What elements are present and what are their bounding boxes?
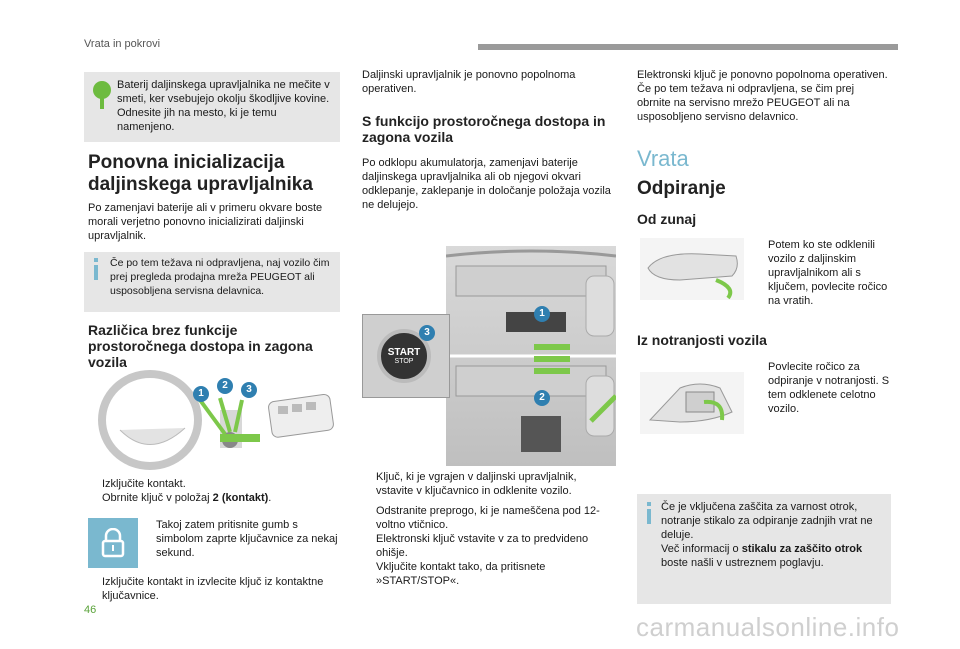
last-step	[88, 575, 338, 603]
watermark: carmanualsonline.info	[636, 612, 900, 642]
inside-title: Iz notranjosti vozila	[637, 332, 767, 348]
list-item: Obrnite ključ v položaj 2 (kontakt).	[102, 492, 272, 504]
list-item: Izključite kontakt in izvlecite ključ iz kontaktne ključavnice.	[102, 576, 324, 602]
remote-operational: Daljinski upravljalnik je ponovno popolnoma operativen.	[362, 69, 576, 95]
handsfree-text: Po odklopu akumulatorja, zamenjavi baterije daljinskega upravljalnika ali ob njegovi okvari odklepanje, zaklepanje in določanje položaja vozila ne delujejo.	[362, 157, 611, 211]
list-item: Ključ, ki je vgrajen v daljinski upravljalnik, vstavite v ključavnico in odklenite vozilo.	[376, 471, 577, 497]
list-item: Izključite kontakt.	[102, 478, 186, 490]
opening-title: Odpiranje	[637, 178, 726, 199]
outside-step	[754, 238, 890, 308]
inside-step	[754, 360, 890, 416]
info-icon	[644, 502, 654, 524]
list-item: Elektronski ključ vstavite v za to predvideno ohišje.	[376, 533, 589, 559]
outside-title: Od zunaj	[637, 211, 697, 227]
list-item: Vključite kontakt tako, da pritisnete »START/STOP«.	[376, 561, 546, 587]
callout-1: 1	[193, 386, 209, 402]
lock-step	[142, 518, 338, 560]
header-bar	[478, 44, 898, 50]
info-note-text: Če po tem težava ni odpravljena, naj vozilo čim prej pregleda prodajna mreža PEUGEOT ali usposobljena servisna delavnica.	[110, 257, 330, 297]
reinit-title: Ponovna inicializacija daljinskega upravljalnika	[88, 152, 313, 195]
info-icon	[91, 258, 101, 280]
variant-title: Različica brez funkcije prostoročnega dostopa in zagona vozila	[88, 322, 313, 370]
child-safety-text: Če je vključena zaščita za varnost otrok, notranje stikalo za odpiranje zadnjih vrat ne deluje. Več informacij o stikalu za zaščito otrok boste našli v ustreznem poglavju.	[661, 501, 873, 569]
start-label: START	[387, 347, 421, 358]
ekey-operational: Elektronski ključ je ponovno popolnoma operativen. Če po tem težava ni odpravljena, se čim prej obrnite na servisno mrežo PEUGEOT ali na usposobljeno servisno delavnico.	[637, 69, 888, 123]
section-title-vrata: Vrata	[637, 146, 689, 171]
callout-2: 2	[217, 378, 233, 394]
reinit-intro: Po zamenjavi baterije ali v primeru okvare boste morali verjetno ponovno inicializirati daljinski upravljalnik.	[88, 202, 323, 242]
padlock-icon	[101, 528, 125, 558]
outside-handle-illustration	[640, 238, 744, 300]
console-illustration	[362, 246, 616, 466]
page-number: 46	[84, 604, 97, 616]
stop-label: STOP	[394, 358, 414, 365]
col2-steps	[362, 470, 616, 588]
list-item: Potem ko ste odklenili vozilo z daljinskim upravljalnikom ali s ključem, povlecite ročico na vratih.	[768, 239, 888, 307]
tree-icon	[90, 80, 114, 110]
callout-3: 3	[419, 325, 435, 341]
section-header: Vrata in pokrovi	[84, 38, 161, 50]
padlock-icon-box	[88, 518, 138, 568]
eco-note-text: Baterij daljinskega upravljalnika ne mečite v smeti, ker vsebujejo okolju škodljive kovine. Odnesite jih na mesto, ki je temu namenjeno.	[117, 79, 330, 133]
list-item: Odstranite preprogo, ki je nameščena pod 12-voltno vtičnico.	[376, 505, 600, 531]
start-button-inset	[362, 314, 450, 398]
info-note-box	[84, 252, 340, 312]
callout-2: 2	[534, 390, 550, 406]
inside-handle-illustration	[640, 372, 744, 434]
callout-1: 1	[534, 306, 550, 322]
eco-note-box	[84, 72, 340, 142]
handsfree-title: S funkcijo prostoročnega dostopa in zagona vozila	[362, 113, 606, 145]
ignition-illustration	[90, 370, 340, 470]
col1-steps	[88, 477, 338, 505]
console-photo	[446, 246, 616, 466]
callout-3: 3	[241, 382, 257, 398]
child-safety-note	[637, 494, 891, 604]
list-item: Povlecite ročico za odpiranje v notranjosti. S tem odklenete celotno vozilo.	[768, 361, 890, 415]
list-item: Takoj zatem pritisnite gumb s simbolom zaprte ključavnice za nekaj sekund.	[156, 519, 338, 559]
